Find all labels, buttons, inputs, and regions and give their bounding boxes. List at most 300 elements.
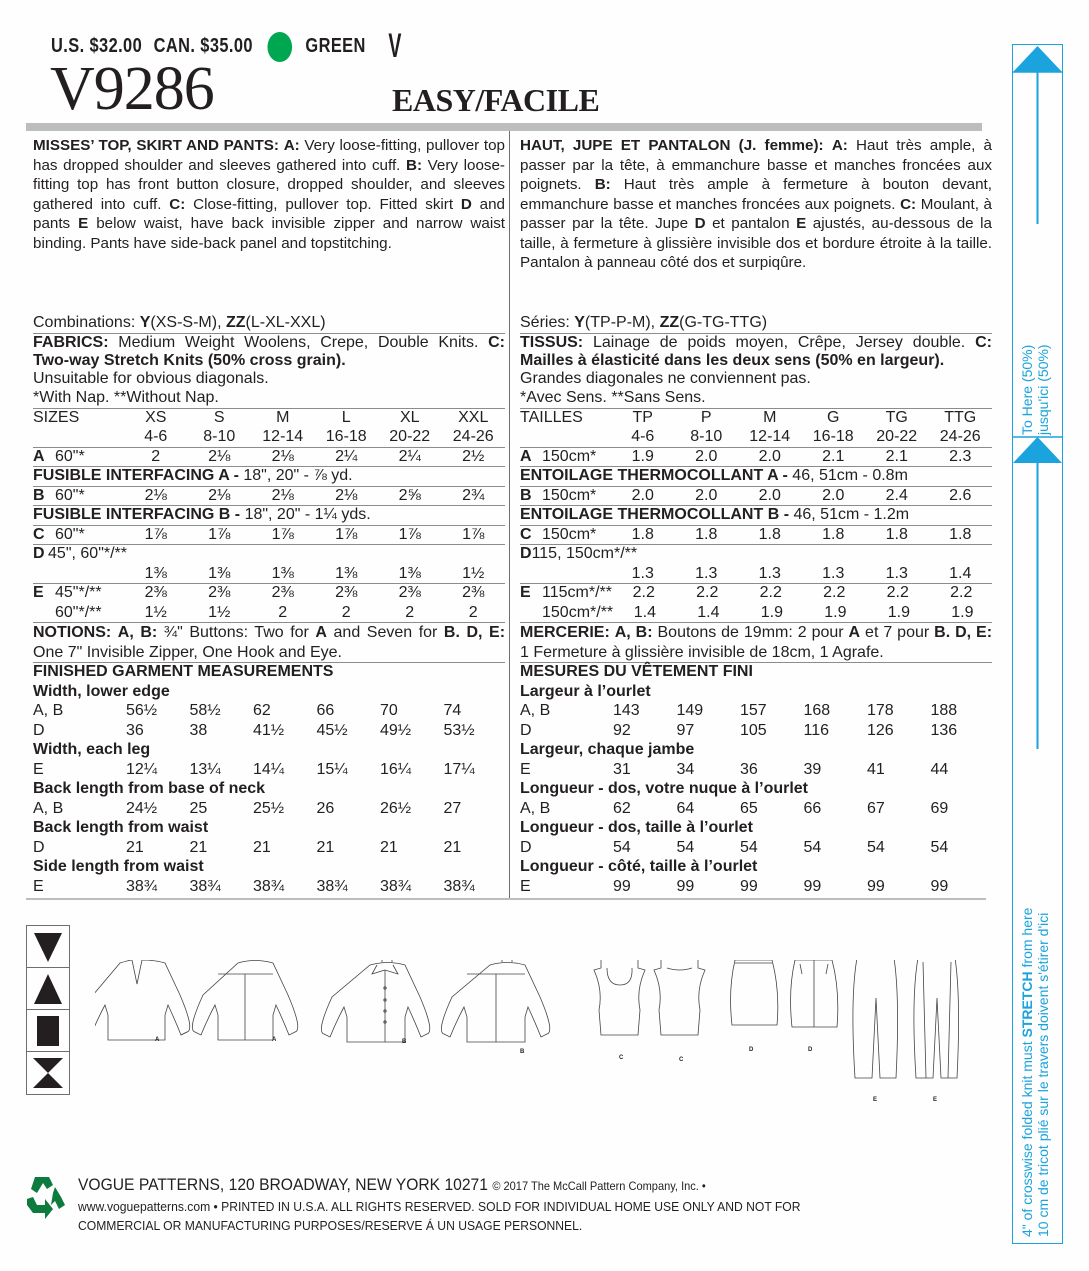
measurement-row bbox=[33, 722, 505, 742]
fabrics-c-label: C: bbox=[488, 333, 505, 351]
measurement-heading: Back length from base of neck bbox=[33, 780, 266, 797]
unsuitable-note: Grandes diagonales ne conviennent pas. bbox=[520, 369, 811, 387]
value-cell: 99 bbox=[613, 877, 631, 895]
spacer bbox=[520, 604, 542, 623]
value-cell: 1⅞ bbox=[271, 525, 294, 543]
value-cell: 53½ bbox=[443, 721, 475, 739]
value-cell: 2.2 bbox=[696, 584, 719, 601]
price-us: U.S. $32.00 bbox=[51, 35, 143, 57]
interfacing-row bbox=[33, 506, 505, 526]
value-cell: TTG bbox=[944, 408, 977, 426]
rights-text: • PRINTED IN U.S.A. ALL RIGHTS RESERVED. SOLD FOR INDIVIDUAL HOME USE ONLY AND NOT FOR bbox=[213, 1199, 801, 1214]
yardage-row-d bbox=[520, 545, 992, 565]
value-cell: 2 bbox=[278, 603, 288, 621]
description-text-fr: A: Haut très ample, à passer par la tête, à emmanchure basse et manches froncées aux poignets. B: Haut très ample à fermeture à bouton devant, emmanchure basse et manches froncées aux poignets. C: Moulant, à passer par la tête. Jupe D et pantalon E ajustés, au-dessous de la taille, à fermeture à glissière invisible dos et bordure étroite à la taille. Pantalon à panneau côté dos et surpiqûre. bbox=[520, 137, 992, 271]
interfacing-label: ENTOILAGE THERMOCOLLANT B - bbox=[520, 506, 790, 523]
view-label: D bbox=[520, 838, 532, 856]
stretch-from-here-label: 4" of crosswise folded knit must STRETCH from here 10 cm de tricot plié sur le travers doivent s'étirer d'ici bbox=[1019, 907, 1051, 1237]
value-cells bbox=[611, 761, 992, 781]
yardage-row-d bbox=[33, 545, 505, 565]
value-cell: 2¼ bbox=[335, 447, 358, 465]
fabrics-label: TISSUS: bbox=[520, 333, 584, 351]
value-cell: 16-18 bbox=[325, 428, 367, 445]
value-cell: 1.8 bbox=[758, 525, 781, 543]
unsuitable-note: Unsuitable for obvious diagonals. bbox=[33, 369, 269, 387]
combo-zz: ZZ bbox=[659, 314, 680, 331]
vogue-v-logo: V bbox=[388, 27, 402, 65]
view-letter: C bbox=[33, 525, 45, 543]
sizes-label: SIZES bbox=[33, 408, 80, 426]
value-cell: 21 bbox=[126, 838, 144, 856]
value-cells bbox=[124, 448, 505, 467]
value-cell: 1.3 bbox=[885, 564, 908, 582]
yardage-row bbox=[520, 526, 992, 546]
fabric-width: 150cm* bbox=[542, 486, 597, 504]
value-cell: 1½ bbox=[144, 603, 167, 621]
value-cell: 62 bbox=[613, 799, 631, 817]
value-cell: M bbox=[276, 408, 290, 426]
yardage-row bbox=[33, 565, 505, 585]
value-cell: 2⅜ bbox=[144, 584, 167, 601]
value-cell: 54 bbox=[930, 838, 949, 856]
value-cell: 44 bbox=[930, 760, 949, 778]
drawing-label: A bbox=[272, 1037, 277, 1043]
measurement-heading: Longueur - dos, taille à l’ourlet bbox=[520, 819, 753, 836]
view-label bbox=[33, 584, 124, 604]
view-label: A, B bbox=[520, 702, 551, 719]
value-cell: 92 bbox=[613, 721, 631, 739]
drawing-label: D bbox=[749, 1047, 754, 1053]
measurement-heading: Back length from waist bbox=[33, 819, 209, 836]
value-cell: 2.4 bbox=[885, 486, 908, 504]
view-label bbox=[33, 526, 124, 545]
fabric-width: 115cm*/** bbox=[542, 584, 612, 601]
header-divider bbox=[26, 123, 982, 131]
view-label bbox=[520, 584, 612, 604]
notions: MERCERIE: A, B: Boutons de 19mm: 2 pour A et 7 pour B. D, E: 1 Fermeture à glissière invisible de 18cm, 1 Agrafe. bbox=[520, 623, 992, 663]
value-cell: 14¼ bbox=[253, 760, 285, 778]
specs-en bbox=[33, 314, 505, 897]
value-cell: 36 bbox=[126, 721, 144, 739]
interfacing-label: FUSIBLE INTERFACING B - bbox=[33, 506, 241, 523]
title-fr: HAUT, JUPE ET PANTALON (J. femme): bbox=[520, 137, 824, 154]
value-cells bbox=[124, 839, 505, 859]
value-cell: 2 bbox=[151, 447, 161, 465]
value-cell: 1⅞ bbox=[144, 525, 167, 543]
color-label: GREEN bbox=[305, 35, 366, 57]
measurement-heading: Largeur, chaque jambe bbox=[520, 741, 695, 758]
value-cell: 2 bbox=[405, 603, 415, 621]
interfacing-row bbox=[520, 506, 992, 526]
value-cell: 8-10 bbox=[690, 428, 723, 445]
value-cells bbox=[124, 722, 505, 742]
value-cell: 1.8 bbox=[885, 525, 908, 543]
value-cell: 99 bbox=[803, 877, 822, 895]
value-cell: 2¼ bbox=[398, 447, 421, 465]
value-cell: 1.8 bbox=[631, 525, 654, 543]
value-cell: 58½ bbox=[189, 702, 221, 719]
view-letter: E bbox=[33, 584, 44, 601]
spacer bbox=[33, 565, 124, 584]
value-cell: 25 bbox=[189, 799, 208, 817]
stretch-gauge bbox=[1012, 44, 1063, 1244]
interfacing-row bbox=[33, 467, 505, 487]
value-cell: 26 bbox=[316, 799, 335, 817]
fabric-width: 150cm* bbox=[542, 447, 597, 465]
value-cell: 13¼ bbox=[189, 760, 221, 778]
value-cell: 99 bbox=[676, 877, 695, 895]
yardage-row bbox=[520, 565, 992, 585]
measurement-heading: Largeur à l’ourlet bbox=[520, 682, 651, 700]
value-cell: 25½ bbox=[253, 799, 285, 817]
value-cell: 69 bbox=[930, 799, 949, 817]
value-cell: 1½ bbox=[462, 564, 485, 582]
value-cell: 24½ bbox=[126, 799, 158, 817]
value-cell: 2.2 bbox=[886, 584, 909, 601]
value-cell: 2.0 bbox=[631, 486, 654, 504]
combo-y: Y bbox=[139, 314, 151, 331]
combinations-label: Combinations: bbox=[33, 314, 136, 331]
layout-symbols bbox=[26, 925, 70, 1095]
finished-title: FINISHED GARMENT MEASUREMENTS bbox=[33, 663, 334, 680]
value-cell: 4-6 bbox=[631, 428, 655, 445]
value-cell: 157 bbox=[740, 702, 767, 719]
yardage-row bbox=[520, 487, 992, 507]
value-cell: 38¾ bbox=[443, 877, 475, 895]
fabrics-text: Lainage de poids moyen, Crêpe, Jersey double. bbox=[592, 333, 966, 351]
value-cell: 116 bbox=[803, 721, 830, 739]
fabrics-label: FABRICS: bbox=[33, 333, 109, 351]
pattern-number: V9286 bbox=[50, 55, 214, 123]
value-cell: 21 bbox=[253, 838, 271, 856]
yardage-row bbox=[33, 526, 505, 546]
value-cell: 188 bbox=[930, 702, 958, 719]
view-label bbox=[520, 545, 638, 565]
value-cell: 2⅛ bbox=[271, 447, 294, 465]
value-cell: 136 bbox=[930, 721, 958, 739]
measurement-row bbox=[520, 722, 992, 742]
value-cell: 17¼ bbox=[443, 760, 475, 778]
view-label: D bbox=[33, 838, 45, 856]
value-cell: 39 bbox=[803, 760, 822, 778]
value-cell: 1⅞ bbox=[398, 525, 421, 543]
value-cell: 65 bbox=[740, 799, 758, 817]
value-cell: 31 bbox=[613, 760, 631, 778]
drawing-label: D bbox=[808, 1047, 813, 1053]
fabrics-line bbox=[520, 334, 992, 370]
combinations-line bbox=[520, 314, 992, 334]
value-cells bbox=[611, 878, 992, 898]
notions-label: MERCERIE: bbox=[520, 624, 610, 641]
value-cell: 1½ bbox=[208, 603, 231, 621]
value-cell: 1.9 bbox=[951, 603, 974, 621]
description-fr bbox=[520, 136, 992, 316]
difficulty-label: EASY/FACILE bbox=[392, 82, 600, 118]
value-cells bbox=[611, 428, 992, 447]
notions-label: NOTIONS: bbox=[33, 624, 112, 641]
value-cell: 1.4 bbox=[949, 564, 972, 582]
value-cell: XS bbox=[145, 408, 167, 426]
measurement-row bbox=[520, 800, 992, 820]
fabric-width: 150cm* bbox=[542, 525, 597, 543]
value-cell: XXL bbox=[458, 408, 489, 426]
measurement-row bbox=[33, 702, 505, 722]
view-label: E bbox=[520, 760, 531, 778]
view-letter: B bbox=[520, 486, 532, 504]
value-cell: 1⅜ bbox=[144, 564, 167, 582]
value-cell: 20-22 bbox=[876, 428, 918, 445]
view-letter: A bbox=[33, 447, 45, 465]
combo-y-sizes: (TP-P-M), bbox=[584, 314, 656, 331]
value-cells bbox=[124, 761, 505, 781]
value-cell: 2½ bbox=[462, 447, 485, 465]
view-label: A, B bbox=[33, 799, 64, 817]
value-cell: 16-18 bbox=[812, 428, 854, 445]
value-cell: 1.3 bbox=[822, 564, 845, 582]
spacer bbox=[33, 428, 124, 447]
drawing-label: B bbox=[402, 1039, 407, 1045]
value-cell: 2.0 bbox=[758, 447, 781, 465]
measurement-row bbox=[520, 839, 992, 859]
yardage-row bbox=[520, 448, 992, 468]
value-cell: 64 bbox=[676, 799, 695, 817]
measurement-row bbox=[520, 878, 992, 898]
view-label: D bbox=[520, 721, 532, 739]
view-label bbox=[33, 604, 124, 623]
value-cell: TG bbox=[885, 408, 908, 426]
fabrics-c-label: C: bbox=[975, 333, 992, 351]
value-cell: 2 bbox=[468, 603, 478, 621]
rights-text-2: COMMERCIAL OR MANUFACTURING PURPOSES/RESERVE Á UN USAGE PERSONNEL. bbox=[78, 1218, 583, 1233]
value-cell: 1.9 bbox=[887, 603, 911, 621]
publisher-address: VOGUE PATTERNS, 120 BROADWAY, NEW YORK 10271 bbox=[78, 1175, 488, 1194]
french-column bbox=[520, 131, 992, 316]
value-cell: 66 bbox=[803, 799, 822, 817]
description-en bbox=[33, 136, 505, 316]
combo-zz-sizes: (G-TG-TTG) bbox=[679, 314, 768, 331]
value-cells bbox=[124, 565, 505, 584]
value-cell: 1.9 bbox=[824, 603, 847, 621]
value-cell: 1.9 bbox=[631, 447, 654, 465]
measurement-heading: Longueur - dos, votre nuque à l’ourlet bbox=[520, 780, 809, 797]
drawing-label: C bbox=[619, 1055, 624, 1061]
color-dot-icon bbox=[268, 32, 293, 62]
fabrics-c-text: Two-way Stretch Knits (50% cross grain). bbox=[33, 351, 346, 369]
interfacing-text: 18", 20" - ⅞ yd. bbox=[243, 467, 353, 484]
value-cell: 66 bbox=[316, 702, 335, 719]
value-cell: 4-6 bbox=[144, 428, 168, 445]
value-cell: 1.3 bbox=[631, 564, 654, 582]
triangle-up-icon bbox=[27, 968, 69, 1010]
combo-zz: ZZ bbox=[225, 314, 246, 331]
nap-note: *Avec Sens. **Sans Sens. bbox=[520, 389, 992, 409]
recycle-icon bbox=[25, 1175, 67, 1223]
value-cell: 54 bbox=[676, 838, 695, 856]
value-cell: 24-26 bbox=[452, 428, 494, 445]
value-cells bbox=[124, 487, 505, 506]
measurement-heading: Width, each leg bbox=[33, 741, 151, 758]
value-cell: 1.4 bbox=[633, 603, 657, 621]
value-cells bbox=[611, 487, 992, 506]
value-cells bbox=[124, 428, 505, 447]
value-cell: 105 bbox=[740, 721, 767, 739]
notions: NOTIONS: A, B: ¾" Buttons: Two for A and Seven for B. D, E: One 7" Invisible Zipper, One Hook and Eye. bbox=[33, 623, 505, 663]
value-cell: 1⅜ bbox=[208, 564, 231, 582]
nap-note: *With Nap. **Without Nap. bbox=[33, 389, 505, 409]
value-cell: 2⅛ bbox=[208, 447, 231, 465]
view-label bbox=[33, 448, 124, 467]
measurement-row bbox=[520, 761, 992, 781]
value-cell: 1⅞ bbox=[462, 525, 485, 543]
value-cell: 99 bbox=[740, 877, 758, 895]
view-label: E bbox=[33, 760, 44, 778]
value-cell: 8-10 bbox=[203, 428, 236, 445]
drawing-label: E bbox=[933, 1097, 938, 1103]
value-cell: 2.2 bbox=[632, 584, 655, 601]
value-cells bbox=[124, 584, 505, 604]
measurement-row bbox=[520, 702, 992, 722]
value-cell: 1⅜ bbox=[398, 564, 421, 582]
triangle-down-icon bbox=[27, 926, 69, 968]
value-cell: 45½ bbox=[316, 721, 348, 739]
value-cell: 15¼ bbox=[316, 760, 348, 778]
sizes-label: TAILLES bbox=[520, 408, 583, 426]
finished-title: MESURES DU VÊTEMENT FINI bbox=[520, 663, 753, 680]
value-cells bbox=[611, 839, 992, 859]
fabric-width: 45", 60"*/** bbox=[48, 545, 127, 562]
value-cell: 70 bbox=[380, 702, 398, 719]
value-cell: 56½ bbox=[126, 702, 158, 719]
description-text-en: A: Very loose-fitting, pullover top has dropped shoulder and sleeves gathered into cuff. B: Very loose-fitting top has front button closure, dropped shoulder, and sleeves gathered into cuff. C: Close-fitting, pullover top. Fitted skirt D and pants E below waist, have back invisible zipper and narrow waist binding. Pants have side-back panel and topstitching. bbox=[33, 137, 506, 252]
value-cells bbox=[611, 565, 992, 584]
view-label bbox=[33, 487, 124, 506]
sizes-header bbox=[33, 409, 505, 429]
value-cell: 2⅛ bbox=[271, 486, 294, 504]
value-cell: 34 bbox=[676, 760, 695, 778]
value-cells bbox=[611, 800, 992, 820]
drawing-label: B bbox=[520, 1049, 525, 1055]
view-label: E bbox=[520, 877, 531, 895]
spacer bbox=[33, 604, 55, 623]
value-cell: 2⅜ bbox=[398, 584, 421, 601]
drawing-label: A bbox=[155, 1037, 160, 1043]
value-cells bbox=[124, 800, 505, 820]
footer bbox=[78, 1175, 863, 1233]
measurement-heading: Side length from waist bbox=[33, 858, 204, 875]
value-cell: 2.0 bbox=[822, 486, 845, 504]
value-cell: 38¾ bbox=[126, 877, 158, 895]
combinations-label: Séries: bbox=[520, 314, 570, 331]
value-cell: 21 bbox=[189, 838, 208, 856]
value-cells bbox=[613, 604, 994, 623]
value-cell: 2⅜ bbox=[462, 584, 485, 601]
value-cell: 1⅜ bbox=[271, 564, 294, 582]
value-cell: 2.0 bbox=[758, 486, 781, 504]
value-cell: 1⅞ bbox=[208, 525, 231, 543]
value-cell: 41½ bbox=[253, 721, 285, 739]
table-bottom-border bbox=[26, 898, 986, 900]
value-cells bbox=[611, 702, 992, 722]
yardage-row bbox=[33, 584, 505, 604]
view-label: A, B bbox=[520, 799, 551, 817]
value-cell: L bbox=[341, 408, 351, 426]
value-cell: 2⅝ bbox=[398, 486, 421, 504]
value-cell: 1⅞ bbox=[335, 525, 358, 543]
value-cells bbox=[611, 722, 992, 742]
interfacing-text: 46, 51cm - 0.8m bbox=[792, 467, 908, 484]
view-letter: C bbox=[520, 525, 532, 543]
view-label: D bbox=[33, 721, 45, 739]
value-cell: 54 bbox=[613, 838, 631, 856]
value-cell: 27 bbox=[443, 799, 462, 817]
value-cell: 2.1 bbox=[885, 447, 908, 465]
value-cell: 54 bbox=[740, 838, 758, 856]
fabrics-c-text: Mailles à élasticité dans les deux sens (50% en largeur). bbox=[520, 351, 945, 369]
value-cell: 1.3 bbox=[758, 564, 781, 582]
value-cell: G bbox=[827, 408, 840, 426]
value-cell: 126 bbox=[867, 721, 894, 739]
fabric-width: 60"*/** bbox=[55, 603, 102, 621]
value-cells bbox=[124, 702, 505, 722]
value-cell: 97 bbox=[676, 721, 695, 739]
value-cell: 168 bbox=[803, 702, 831, 719]
value-cell: 2 bbox=[341, 603, 351, 621]
website-link[interactable]: www.voguepatterns.com bbox=[78, 1199, 211, 1214]
sizes-header bbox=[520, 409, 992, 429]
value-cell: 2⅛ bbox=[208, 486, 231, 504]
copyright: © 2017 The McCall Pattern Company, Inc. • bbox=[492, 1179, 706, 1193]
interfacing-label: ENTOILAGE THERMOCOLLANT A - bbox=[520, 467, 788, 484]
value-cell: 36 bbox=[740, 760, 758, 778]
interfacing-label: FUSIBLE INTERFACING A - bbox=[33, 467, 239, 484]
value-cells bbox=[611, 526, 992, 545]
value-cell: 38 bbox=[189, 721, 208, 739]
value-cells bbox=[611, 409, 992, 429]
square-icon bbox=[27, 1010, 69, 1052]
yardage-row bbox=[520, 604, 992, 624]
value-cell: 12-14 bbox=[749, 428, 791, 445]
view-label: E bbox=[33, 877, 44, 895]
value-cell: 12¼ bbox=[126, 760, 158, 778]
drawing-label: E bbox=[873, 1097, 878, 1103]
yardage-row bbox=[33, 448, 505, 468]
drawing-a-front bbox=[95, 960, 190, 1040]
spacer bbox=[520, 565, 611, 584]
value-cell: 54 bbox=[803, 838, 822, 856]
fabric-width: 60"* bbox=[55, 486, 85, 504]
interfacing-row bbox=[520, 467, 992, 487]
column-divider bbox=[509, 131, 510, 899]
measurement-heading: Longueur - côté, taille à l’ourlet bbox=[520, 858, 758, 875]
value-cell: 38¾ bbox=[316, 877, 348, 895]
value-cell: S bbox=[213, 408, 225, 426]
fabric-width: 115, 150cm*/** bbox=[531, 545, 638, 562]
value-cell: 67 bbox=[867, 799, 885, 817]
view-letter: B bbox=[33, 486, 45, 504]
value-cells bbox=[612, 584, 993, 604]
view-label bbox=[520, 487, 611, 506]
value-cell: 1⅜ bbox=[335, 564, 358, 582]
value-cell: 54 bbox=[867, 838, 885, 856]
value-cell: 178 bbox=[867, 702, 894, 719]
value-cell: 41 bbox=[867, 760, 885, 778]
value-cell: 2.1 bbox=[822, 447, 845, 465]
value-cell: 2.2 bbox=[759, 584, 782, 601]
measurement-row bbox=[33, 761, 505, 781]
value-cell: 38¾ bbox=[189, 877, 221, 895]
value-cell: 1.3 bbox=[695, 564, 718, 582]
size-ranges bbox=[33, 428, 505, 448]
